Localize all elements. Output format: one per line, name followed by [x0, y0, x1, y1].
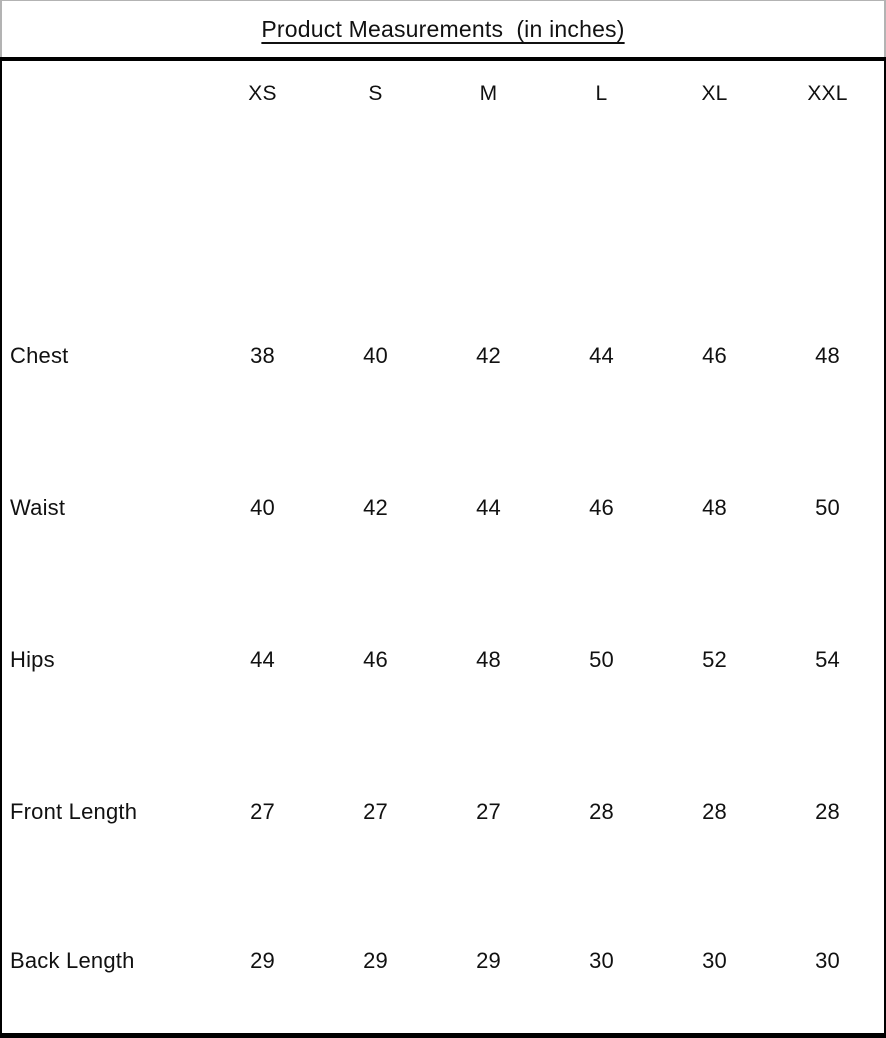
measurement-cell: 28: [702, 799, 727, 824]
measurement-cell: 30: [702, 947, 727, 973]
measurement-cell: 44: [476, 495, 501, 520]
measurement-cell: 48: [476, 647, 501, 672]
measurement-cell: 40: [363, 343, 388, 368]
page-title: Product Measurements (in inches): [261, 15, 625, 42]
measurement-cell: 52: [702, 647, 727, 672]
measurement-cell: 27: [250, 799, 275, 824]
measurement-cell: 50: [815, 495, 840, 520]
measurement-cell: 42: [363, 495, 388, 520]
measurement-cell: 48: [815, 343, 840, 368]
column-header-xxl: XXL: [807, 82, 848, 105]
measurement-cell: 38: [250, 343, 275, 368]
measurements-table: [0, 61, 886, 1038]
measurement-cell: 29: [476, 947, 501, 973]
measurement-cell: 46: [702, 343, 727, 368]
column-header-xl: XL: [701, 82, 728, 105]
column-header-xs: XS: [248, 82, 277, 105]
row-label-hips: Hips: [10, 647, 55, 672]
column-header-l: L: [595, 82, 608, 105]
column-header-m: M: [479, 82, 498, 105]
header-empty-cell: [2, 61, 206, 127]
measurement-cell: 54: [815, 647, 840, 672]
measurement-cell: 46: [363, 647, 388, 672]
measurement-cell: 28: [815, 799, 840, 824]
measurement-cell: 30: [589, 947, 614, 973]
measurement-cell: 48: [702, 495, 727, 520]
measurement-cell: 40: [250, 495, 275, 520]
measurement-cell: 50: [589, 647, 614, 672]
measurement-cell: 28: [589, 799, 614, 824]
row-label-chest: Chest: [10, 343, 69, 368]
column-header-s: S: [368, 82, 383, 105]
row-label-waist: Waist: [10, 495, 66, 520]
spacer-row: [2, 127, 884, 280]
title-band: [0, 0, 886, 57]
measurement-cell: 27: [363, 799, 388, 824]
measurement-cell: 27: [476, 799, 501, 824]
row-label-back-length: Back Length: [10, 947, 135, 973]
row-label-front-length: Front Length: [10, 799, 138, 824]
measurement-cell: 42: [476, 343, 501, 368]
measurement-cell: 44: [250, 647, 275, 672]
measurement-cell: 29: [250, 947, 275, 973]
measurement-cell: 44: [589, 343, 614, 368]
measurement-cell: 46: [589, 495, 614, 520]
measurement-cell: 29: [363, 947, 388, 973]
measurement-cell: 30: [815, 947, 840, 973]
